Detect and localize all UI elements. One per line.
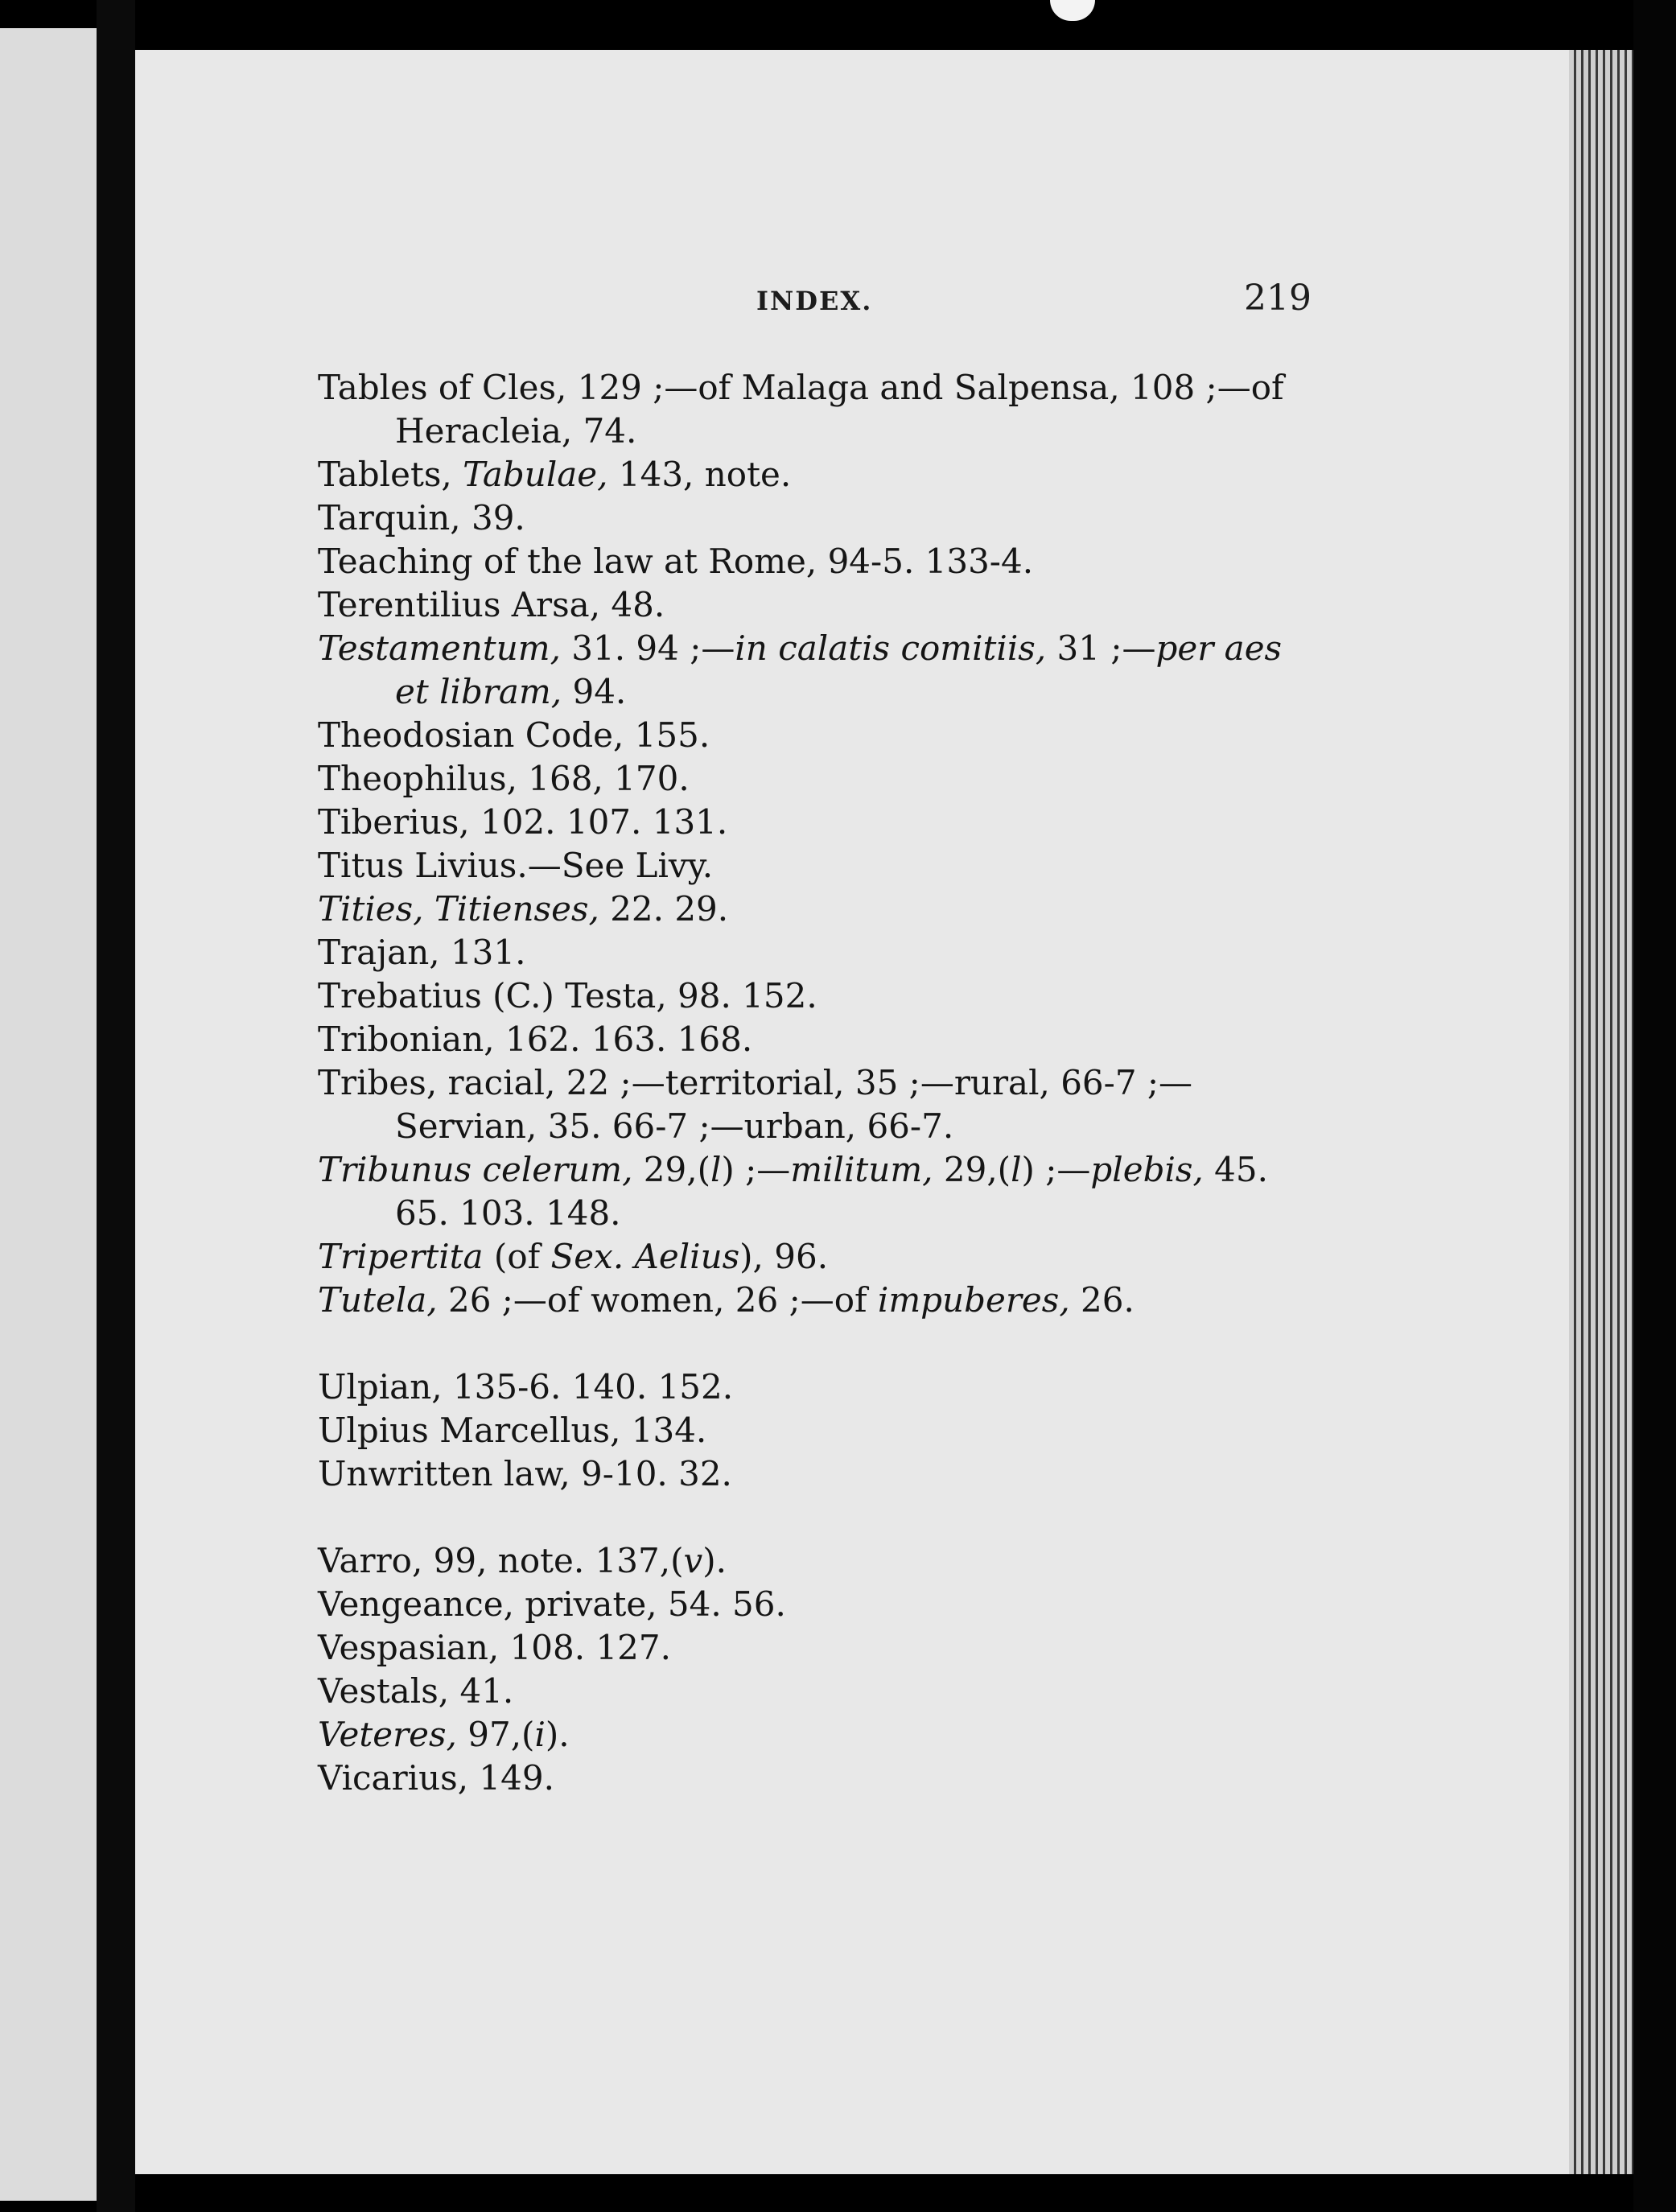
running-head: INDEX. bbox=[756, 286, 873, 316]
index-entry-italic-text: in calatis comitiis, bbox=[735, 628, 1047, 668]
index-entry bbox=[318, 540, 1324, 583]
index-entry-text: 31. 94 ;— bbox=[560, 628, 735, 668]
index-entry-text: Ulpian, 135-6. 140. 152. bbox=[318, 1367, 734, 1407]
index-entry-italic-text: impuberes, bbox=[877, 1280, 1070, 1320]
index-entry-text: Varro, 99, note. 137,( bbox=[318, 1541, 684, 1580]
index-entry bbox=[318, 1061, 1324, 1148]
index-entry-italic-text: l bbox=[1011, 1150, 1022, 1189]
index-entry-text: Tables of Cles, 129 ;—of Malaga and Salpensa, 108 ;—of Heracleia, 74. bbox=[318, 368, 1284, 451]
index-entry bbox=[318, 1366, 1324, 1409]
index-entry-text: Terentilius Arsa, 48. bbox=[318, 585, 665, 624]
index-entry bbox=[318, 888, 1324, 931]
index-entry-text: ). bbox=[545, 1715, 570, 1754]
index-entry bbox=[318, 1235, 1324, 1279]
index-entry-text: Vestals, 41. bbox=[318, 1671, 514, 1711]
page-number: 219 bbox=[1244, 278, 1312, 319]
index-entry-italic-text: Sex. Aelius bbox=[550, 1237, 740, 1276]
index-entry-italic-text: Tripertita bbox=[318, 1237, 484, 1276]
index-entry bbox=[318, 1018, 1324, 1061]
index-entry bbox=[318, 931, 1324, 974]
index-entry-italic-text: per aes et libram, bbox=[395, 628, 1283, 711]
index-entry-text: 26 ;—of women, 26 ;—of bbox=[437, 1280, 878, 1320]
index-entry bbox=[318, 1148, 1324, 1235]
index-entry-italic-text: Tribunus celerum, bbox=[318, 1150, 633, 1189]
index-entry bbox=[318, 844, 1324, 888]
index-entry-text: 26. bbox=[1069, 1280, 1134, 1320]
index-entry bbox=[318, 1279, 1324, 1322]
index-entry-text: 45. 65. 103. 148. bbox=[395, 1150, 1268, 1233]
index-entry bbox=[318, 757, 1324, 801]
index-entry bbox=[318, 496, 1324, 540]
scan-artifact bbox=[1050, 0, 1095, 21]
index-entry bbox=[318, 1670, 1324, 1713]
index-entry bbox=[318, 1626, 1324, 1670]
index-entry-text: Tablets, bbox=[318, 455, 463, 494]
facing-page-edge bbox=[0, 28, 97, 2201]
index-entry-text: 94. bbox=[562, 672, 627, 711]
index-entries bbox=[318, 366, 1324, 1800]
index-entry-text: Titus Livius.—See Livy. bbox=[318, 846, 714, 885]
index-entry bbox=[318, 453, 1324, 496]
index-entry-text: Trebatius (C.) Testa, 98. 152. bbox=[318, 976, 817, 1015]
index-entry bbox=[318, 366, 1324, 453]
index-entry-text: Vespasian, 108. 127. bbox=[318, 1628, 671, 1667]
index-entry-italic-text: i bbox=[534, 1715, 546, 1754]
index-entry bbox=[318, 801, 1324, 844]
index-entry-text: Tribes, racial, 22 ;—territorial, 35 ;—rural, 66-7 ;—Servian, 35. 66-7 ;—urban, 66-7. bbox=[318, 1063, 1193, 1146]
index-entry bbox=[318, 1409, 1324, 1452]
index-entry-text: (of bbox=[483, 1237, 551, 1276]
index-entry bbox=[318, 714, 1324, 757]
index-entry-text: 97,( bbox=[456, 1715, 535, 1754]
index-entry-text: 29,( bbox=[933, 1150, 1011, 1189]
index-entry-italic-text: Tities, Titienses, bbox=[318, 889, 599, 929]
index-entry-text: Tarquin, 39. bbox=[318, 498, 525, 538]
index-entry bbox=[318, 1757, 1324, 1800]
index-entry bbox=[318, 1583, 1324, 1626]
index-entry-text: Vicarius, 149. bbox=[318, 1758, 554, 1798]
index-entry-italic-text: v bbox=[683, 1541, 703, 1580]
index-entry-text: ) ;— bbox=[721, 1150, 791, 1189]
index-entry-text: ). bbox=[702, 1541, 727, 1580]
index-entry-italic-text: Tabulae, bbox=[463, 455, 608, 494]
index-entry-italic-text: Tutela, bbox=[318, 1280, 438, 1320]
index-entry bbox=[318, 583, 1324, 627]
index-entry bbox=[318, 974, 1324, 1018]
index-entry-text: ), 96. bbox=[739, 1237, 829, 1276]
index-entry-italic-text: l bbox=[710, 1150, 722, 1189]
index-entry-italic-text: plebis, bbox=[1090, 1150, 1204, 1189]
index-entry bbox=[318, 627, 1324, 714]
index-entry-text: 31 ;— bbox=[1046, 628, 1156, 668]
scan-border bbox=[1633, 0, 1676, 2212]
index-entry-text: 22. 29. bbox=[599, 889, 729, 929]
index-entry-italic-text: Testamentum, bbox=[318, 628, 561, 668]
index-entry-italic-text: Veteres, bbox=[318, 1715, 457, 1754]
index-entry bbox=[318, 1713, 1324, 1757]
index-entry-text: Theophilus, 168, 170. bbox=[318, 759, 690, 798]
index-entry-text: Tribonian, 162. 163. 168. bbox=[318, 1019, 753, 1059]
index-entry bbox=[318, 1539, 1324, 1583]
index-entry-text: 143, note. bbox=[607, 455, 792, 494]
index-entry-text: Trajan, 131. bbox=[318, 933, 526, 972]
index-entry-text: Ulpius Marcellus, 134. bbox=[318, 1411, 707, 1450]
book-gutter bbox=[97, 0, 135, 2212]
index-entry-text: 29,( bbox=[632, 1150, 710, 1189]
index-entry-text: Teaching of the law at Rome, 94-5. 133-4. bbox=[318, 542, 1034, 581]
index-entry-text: Vengeance, private, 54. 56. bbox=[318, 1584, 786, 1624]
index-entry-text: Tiberius, 102. 107. 131. bbox=[318, 802, 728, 842]
index-entry-text: ) ;— bbox=[1021, 1150, 1091, 1189]
page-stack-edge bbox=[1569, 50, 1633, 2174]
page-header bbox=[756, 278, 1312, 334]
index-entry-text: Unwritten law, 9-10. 32. bbox=[318, 1454, 732, 1493]
index-entry bbox=[318, 1452, 1324, 1496]
index-entry-italic-text: militum, bbox=[790, 1150, 933, 1189]
index-entry-text: Theodosian Code, 155. bbox=[318, 715, 710, 755]
